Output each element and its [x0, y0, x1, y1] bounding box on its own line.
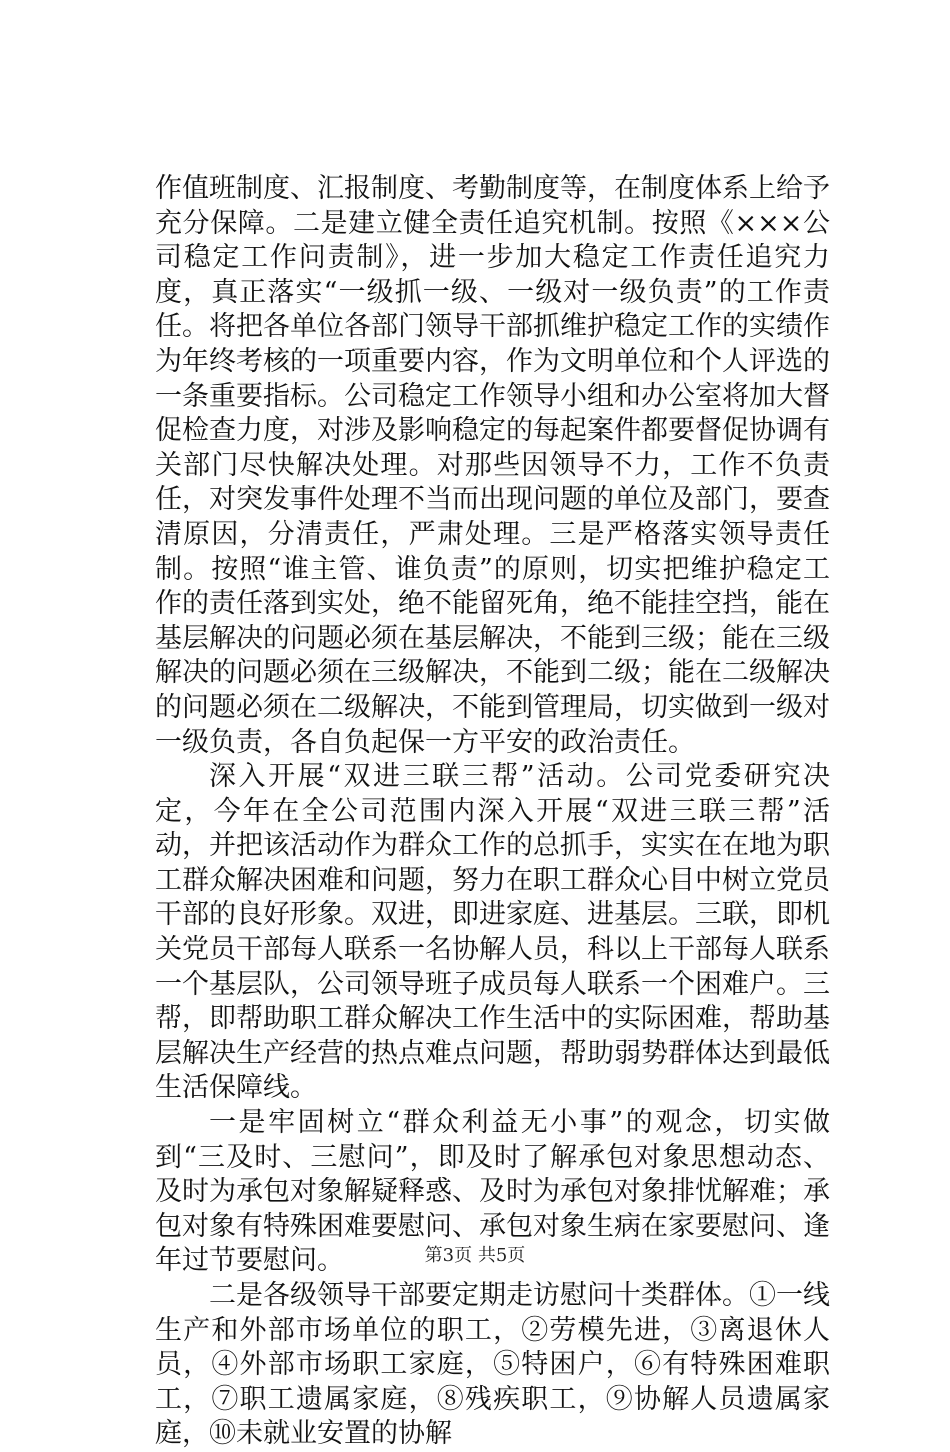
page-number-footer: 第3页 共5页: [424, 1245, 526, 1266]
paragraph-shuangjin-activity: 深入开展“双进三联三帮”活动。公司党委研究决定，今年在全公司范围内深入开展“双进三联三帮”活动，并把该活动作为群众工作的总抓手，实实在在地为职工群众解决困难和问题，努力在职工群众心目中树立党员干部的良好形象。双进，即进家庭、进基层。三联，即机关党员干部每人联系一名协解人员，科以上干部每人联系一个基层队，公司领导班子成员每人联系一个困难户。三帮，即帮助职工群众解决工作生活中的实际困难，帮助基层解决生产经营的热点难点问题，帮助弱势群体达到最低生活保障线。: [155, 761, 830, 1104]
paragraph-point-two: 二是各级领导干部要定期走访慰问十类群体。①一线生产和外部市场单位的职工，②劳模先进，③离退休人员，④外部市场职工家庭，⑤特困户，⑥有特殊困难职工，⑦职工遗属家庭，⑧残疾职工，⑨协解人员遗属家庭，⑩未就业安置的协解: [155, 1280, 830, 1450]
paragraph-responsibility-system: 作值班制度、汇报制度、考勤制度等，在制度体系上给予充分保障。二是建立健全责任追究机制。按照《×××公司稳定工作问责制》，进一步加大稳定工作责任追究力度，真正落实“一级抓一级、一级对一级负责”的工作责任。将把各单位各部门领导干部抓维护稳定工作的实绩作为年终考核的一项重要内容，作为文明单位和个人评选的一条重要指标。公司稳定工作领导小组和办公室将加大督促检查力度，对涉及影响稳定的每起案件都要督促协调有关部门尽快解决处理。对那些因领导不力，工作不负责任，对突发事件处理不当而出现问题的单位及部门，要查清原因，分清责任，严肃处理。三是严格落实领导责任制。按照“谁主管、谁负责”的原则，切实把维护稳定工作的责任落到实处，绝不能留死角，绝不能挂空挡，能在基层解决的问题必须在基层解决，不能到三级；能在三级解决的问题必须在三级解决，不能到二级；能在二级解决的问题必须在二级解决，不能到管理局，切实做到一级对一级负责，各自负起保一方平安的政治责任。: [155, 173, 830, 758]
paragraph-point-one: 一是牢固树立“群众利益无小事”的观念，切实做到“三及时、三慰问”，即及时了解承包对象思想动态、及时为承包对象解疑释惑、及时为承包对象排忧解难；承包对象有特殊困难要慰问、承包对象生病在家要慰问、逢年过节要慰问。: [155, 1107, 830, 1277]
